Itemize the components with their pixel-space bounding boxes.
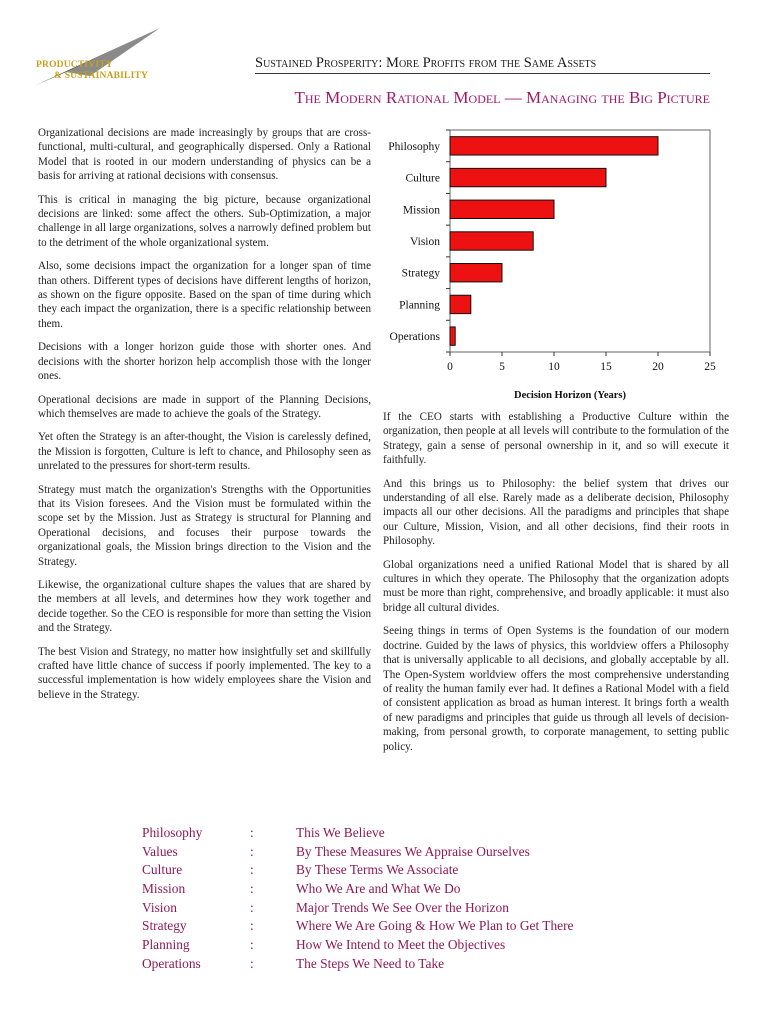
summary-row	[142, 918, 642, 937]
logo-line-1: PRODUCTIVITY	[36, 60, 113, 70]
summary-key: Strategy	[142, 918, 187, 934]
bar-culture	[450, 168, 606, 186]
paragraph: Decisions with a longer horizon guide those with shorter ones. And decisions with the shorter horizon help accomplish those with the longer ones.	[38, 341, 371, 383]
x-tick-label: 5	[499, 361, 505, 373]
summary-row	[142, 844, 642, 863]
summary-sep: :	[250, 881, 254, 897]
x-tick-label: 10	[548, 361, 560, 373]
summary-row	[142, 862, 642, 881]
summary-key: Philosophy	[142, 825, 203, 840]
paragraph: This is critical in managing the big picture, because organizational decisions are linked: some affect the others. Sub-Optimization, a major challenge in all large organizations, solves a narrowly defined problem but to the detriment of the whole organizational system.	[38, 193, 371, 249]
summary-key: Operations	[142, 955, 201, 971]
x-tick-label: 25	[704, 361, 716, 373]
y-tick-label: Culture	[405, 172, 440, 185]
summary-key: Vision	[142, 899, 177, 915]
paragraph: Yet often the Strategy is an after-thought, the Vision is carelessly defined, the Mission is forgotten, Culture is left to chance, and Philosophy seen as unrelated to the pressures for short-term results.	[38, 431, 371, 473]
x-tick-label: 20	[652, 361, 664, 373]
paragraph: Global organizations need a unified Rational Model that is shared by all cultures in which they operate. The Philosophy that the organization adopts must be more than right, comprehensive, and broadly applicable: it must also bridge all cultural divides.	[383, 558, 729, 614]
y-tick-label: Strategy	[401, 267, 440, 280]
paragraph: If the CEO starts with establishing a Productive Culture within the organization, then people at all levels will contribute to the formulation of the Strategy, gain a sense of personal ownership in it, and so will execute it faithfully.	[383, 411, 729, 467]
y-tick-label: Philosophy	[388, 140, 440, 153]
summary-sep: :	[250, 825, 254, 840]
y-tick-label: Planning	[399, 299, 440, 312]
paragraph: The best Vision and Strategy, no matter how insightfully set and skillfully crafted have little chance of success if poorly implemented. The key to a successful implementation is how widely employees share the Vision and believe in the Strategy.	[38, 645, 371, 701]
summary-table	[142, 825, 642, 975]
summary-value: Where We Are Going & How We Plan to Get There	[296, 918, 574, 934]
x-axis-label: Decision Horizon (Years)	[514, 390, 626, 401]
summary-sep: :	[250, 843, 254, 859]
summary-value: By These Terms We Associate	[296, 862, 459, 878]
summary-key: Mission	[142, 881, 186, 897]
paragraph: And this brings us to Philosophy: the belief system that drives our understanding of all else. Rarely made as a deliberate decision, Philosophy impacts all our other decisions. All the paradigms and principles that shape our Culture, Mission, Vision, and all other decisions, find their roots in Philosophy.	[383, 477, 729, 548]
page-title: The Modern Rational Model — Managing the Big Picture	[294, 88, 710, 107]
paragraph: Also, some decisions impact the organization for a longer span of time than others. Different types of decisions have different lengths of horizon, as shown on the figure opposite. Based on the span of time during which they each impact the organization, there is a specific relationship between them.	[38, 260, 371, 330]
summary-key: Planning	[142, 937, 190, 953]
paragraph: Operational decisions are made in support of the Planning Decisions, which themselves are made to achieve the goals of the Strategy.	[38, 393, 371, 420]
paragraph: Likewise, the organizational culture shapes the values that are shared by the members at all levels, and determines how they work together and decide together. So the CEO is responsible for more than setting the Vision and the Strategy.	[38, 578, 371, 635]
summary-sep: :	[250, 918, 254, 934]
summary-sep: :	[250, 955, 254, 971]
summary-row	[142, 956, 642, 975]
summary-value: Major Trends We See Over the Horizon	[296, 899, 509, 915]
summary-row	[142, 900, 642, 919]
summary-row	[142, 881, 642, 900]
bar-strategy	[450, 264, 502, 282]
summary-value: By These Measures We Appraise Ourselves	[296, 843, 530, 859]
bar-philosophy	[450, 137, 658, 155]
summary-row	[142, 937, 642, 956]
summary-value: The Steps We Need to Take	[296, 955, 445, 971]
y-tick-label: Operations	[389, 331, 440, 344]
logo-line-2: & SUSTAINABILITY	[54, 71, 149, 81]
bar-vision	[450, 232, 533, 250]
decision-horizon-chart	[378, 122, 728, 412]
summary-sep: :	[250, 937, 254, 953]
paragraph: Strategy must match the organization's Strengths with the Opportunities that its Vision foresees. And the Vision must be formulated within the scope set by the Mission. Just as Strategy is structural for Planning and Operational decisions, and focuses their purpose towards the organizational goals, the Mission brings direction to the Vision and the Strategy.	[38, 483, 371, 568]
x-tick-label: 0	[447, 361, 453, 373]
paragraph: Organizational decisions are made increasingly by groups that are cross-functional, multi-cultural, and geographically dispersed. Only a Rational Model that is rooted in our modern understanding of physics can be a basis for arriving at rational decisions with consensus.	[38, 127, 371, 183]
summary-value: This We Believe	[296, 825, 385, 840]
right-column	[383, 410, 729, 763]
y-tick-label: Vision	[410, 236, 440, 248]
summary-sep: :	[250, 899, 254, 915]
left-column	[38, 126, 371, 711]
summary-sep: :	[250, 862, 254, 878]
page-header: Sustained Prosperity: More Profits from the Same Assets	[255, 55, 710, 74]
summary-value: Who We Are and What We Do	[296, 881, 461, 897]
y-tick-label: Mission	[402, 204, 440, 217]
logo-text	[36, 60, 148, 82]
summary-value: How We Intend to Meet the Objectives	[296, 937, 506, 953]
summary-key: Culture	[142, 862, 183, 878]
paragraph: Seeing things in terms of Open Systems is the foundation of our modern doctrine. Guided by the laws of physics, this worldview offers a Philosophy that is universally applicable to all decisions, and globally acceptable by all. The Open-System worldview offers the most comprehensive understanding of reality the human family ever had. It defines a Rational Model with a field of consistent application as broad as human interest. It brings forth a wealth of new paradigms and principles that guide us through all levels of decision-making, from personal growth, to corporate management, to setting public policy.	[383, 625, 729, 753]
bar-planning	[450, 295, 471, 313]
bar-mission	[450, 200, 554, 218]
summary-row	[142, 825, 642, 844]
x-tick-label: 15	[600, 361, 612, 373]
summary-key: Values	[142, 843, 178, 859]
bar-operations	[450, 327, 455, 345]
